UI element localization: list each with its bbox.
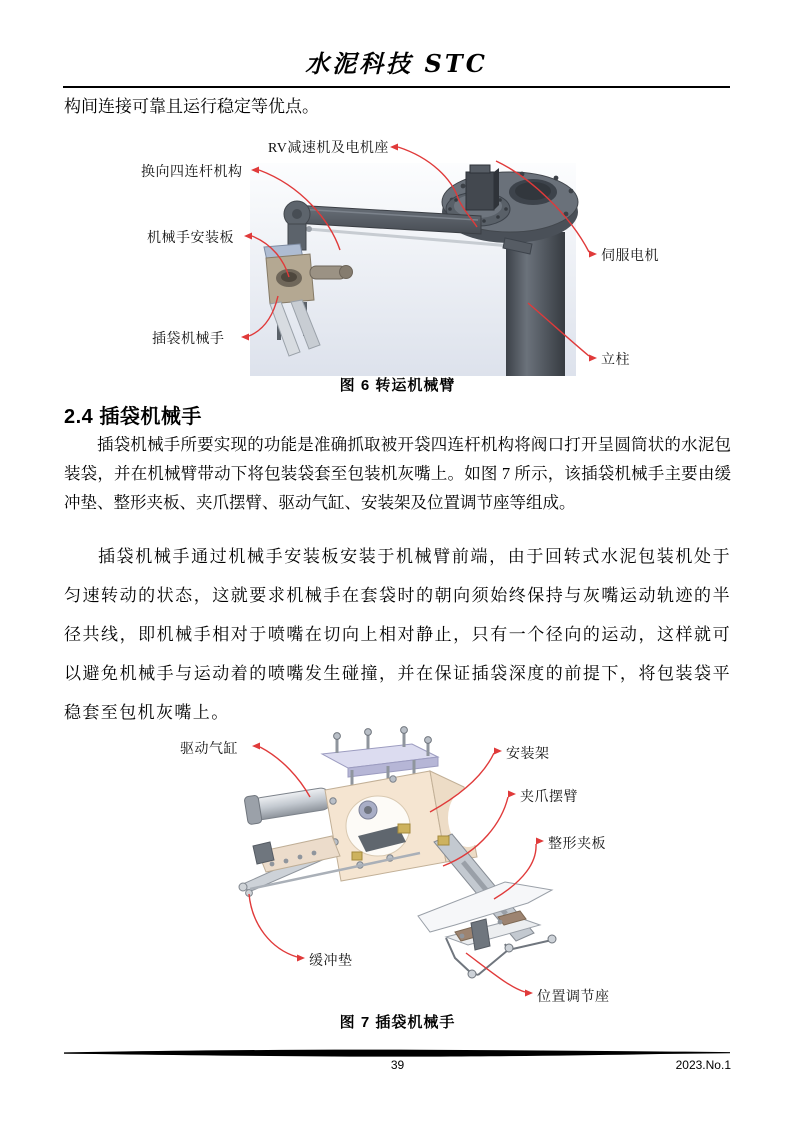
figure7-label-shaping-clamp-plate: 整形夹板: [548, 837, 606, 852]
figure6-label-four-bar-linkage: 换向四连杆机构: [141, 165, 243, 180]
paragraph-1: 插袋机械手所要实现的功能是准确抓取被开袋四连杆机构将阀口打开呈圆筒状的水泥包装袋，并在机械臂带动下将包装袋套至包装机灰嘴上。如图 7 所示，该插袋机械手主要由缓冲垫、整形夹板、夹爪摆臂、驱动气缸、安装架及位置调节座等组成。: [64, 435, 731, 512]
footer-rule: [64, 1050, 730, 1057]
page-number: 39: [390, 1058, 405, 1072]
issue-number: 2023.No.1: [675, 1058, 731, 1072]
figure6-label-bag-manipulator: 插袋机械手: [152, 332, 225, 347]
figure7-illustration: [239, 727, 556, 997]
column-shape: [506, 232, 565, 376]
figure6-caption: 图 6 转运机械臂: [339, 377, 456, 394]
header-rule: [63, 86, 730, 88]
figure6-illustration: [241, 144, 597, 377]
figure7-label-driving-cylinder: 驱动气缸: [180, 742, 238, 757]
figure6-label-column: 立柱: [601, 353, 630, 368]
intro-text: 构间连接可靠且运行稳定等优点。: [64, 97, 319, 116]
figure7-label-mounting-frame: 安装架: [506, 747, 550, 762]
section-heading: 2.4 插袋机械手: [64, 406, 202, 428]
paragraph-2: 插袋机械手通过机械手安装板安装于机械臂前端，由于回转式水泥包装机处于匀速转动的状态，这就要求机械手在套袋时的朝向须始终保持与灰嘴运动轨迹的半径共线，即机械手相对于喷嘴在切向上相对静止，只有一个径向的运动，这样就可以避免机械手与运动着的喷嘴发生碰撞，并在保证插袋深度的前提下，将包装袋平稳套至包机灰嘴上。: [64, 547, 731, 722]
figure6-label-servo-motor: 伺服电机: [601, 249, 659, 264]
journal-title: 水泥科技 STC: [305, 49, 488, 78]
figure7-label-buffer-pad: 缓冲垫: [309, 954, 353, 969]
figure7-label-position-adjusting-seat: 位置调节座: [537, 990, 610, 1005]
figure6-label-mounting-plate: 机械手安装板: [147, 231, 234, 246]
figure7-label-gripper-swing-arm: 夹爪摆臂: [520, 790, 578, 805]
figure7-caption: 图 7 插袋机械手: [339, 1014, 456, 1031]
figure6-label-rv-reducer-motor-mount: RV减速机及电机座: [268, 141, 389, 156]
servo-motor-shape: [466, 172, 494, 210]
